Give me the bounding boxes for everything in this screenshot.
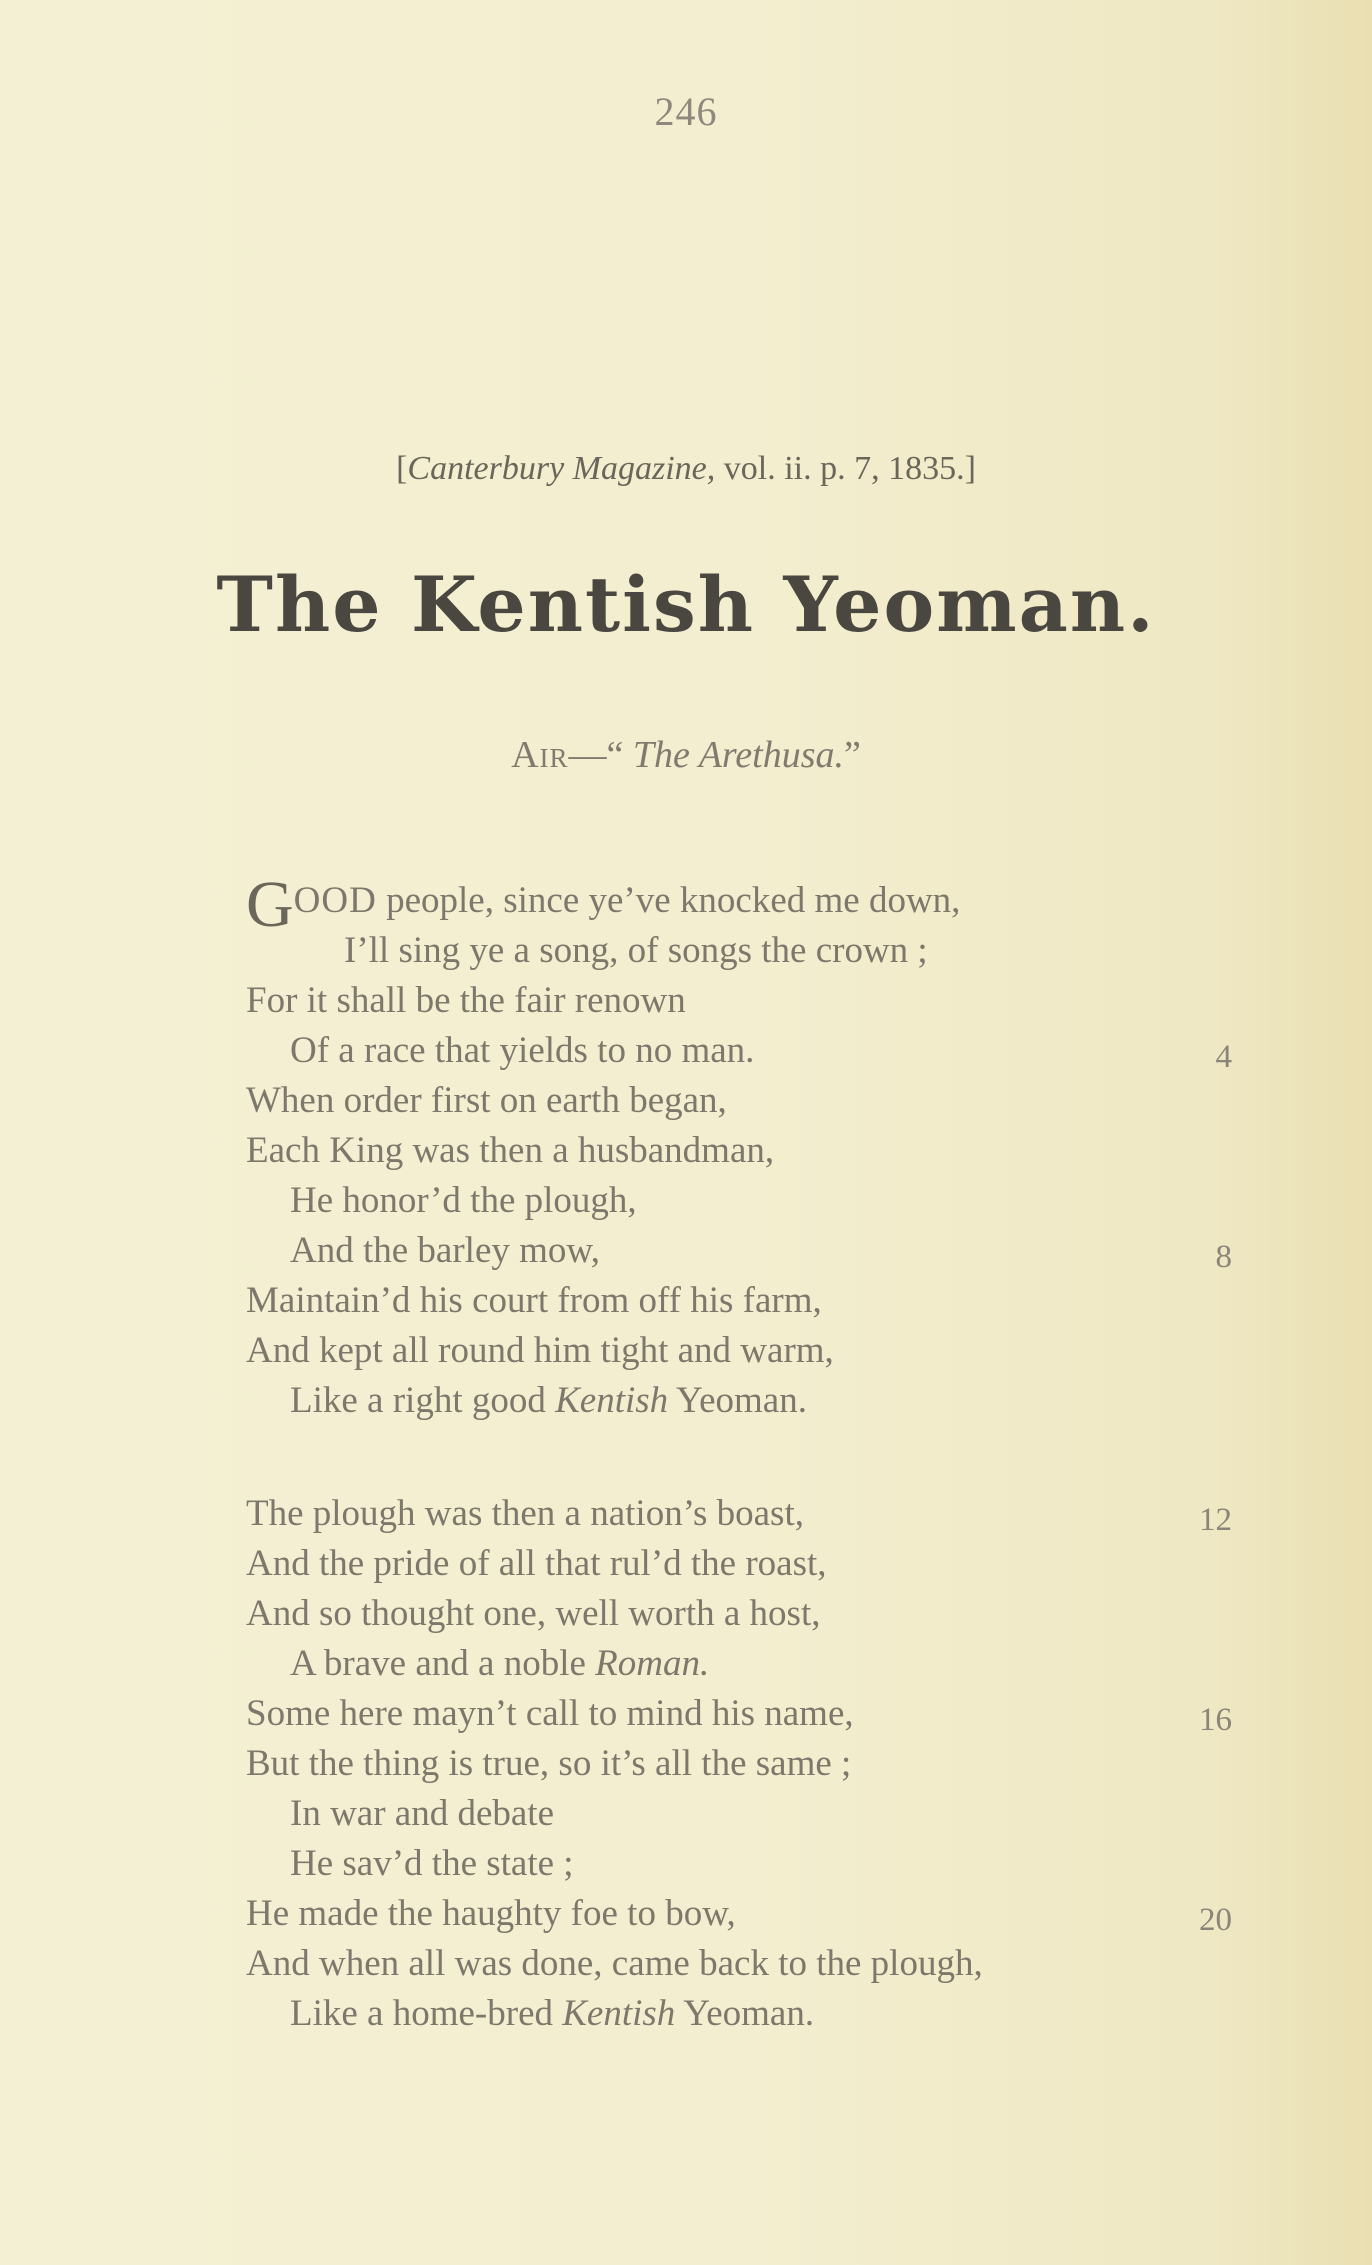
poem-line-4: Of a race that yields to no man. 4: [0, 1026, 1372, 1076]
air-dash: —“: [568, 734, 633, 776]
poem-line-11: Like a right good Kentish Yeoman.: [290, 1380, 807, 1421]
source-note-details: vol. ii. p. 7, 1835.]: [715, 450, 976, 487]
poem-line-18: In war and debate: [290, 1793, 555, 1834]
poem-line-15: A brave and a noble Roman.: [290, 1643, 710, 1684]
poem-line-21: And when all was done, came back to the plough,: [246, 1943, 983, 1984]
poem-title: The Kentish Yeoman.: [216, 560, 1156, 649]
poem-line-19: He sav’d the state ;: [290, 1843, 574, 1884]
poem-line-7: He honor’d the plough,: [290, 1180, 637, 1221]
line-number-8: 8: [1215, 1239, 1232, 1275]
line-number-16: 16: [1199, 1702, 1232, 1738]
line-1-rest: people, since ye’ve knocked me down,: [376, 880, 961, 921]
line-1-caps: OOD: [293, 880, 377, 921]
poem-line-12: The plough was then a nation’s boast, 12: [0, 1489, 1372, 1539]
poem-line-14: And so thought one, well worth a host,: [246, 1593, 821, 1634]
poem-line-9: Maintain’d his court from off his farm,: [246, 1280, 822, 1321]
poem-line-6: Each King was then a husbandman,: [246, 1130, 775, 1171]
poem-line-2: I’ll sing ye a song, of songs the crown ;: [344, 930, 928, 971]
air-label: Air: [511, 734, 569, 776]
line-number-12: 12: [1199, 1502, 1232, 1538]
poem-line-22: Like a home-bred Kentish Yeoman.: [290, 1993, 815, 2034]
air-close: ”: [844, 734, 861, 776]
source-note-journal: Canterbury Magazine,: [407, 450, 716, 487]
poem-line-16: Some here mayn’t call to mind his name, 16: [0, 1689, 1372, 1739]
source-note: [0, 450, 1372, 488]
poem-line-3: For it shall be the fair renown: [246, 980, 686, 1021]
page-number: 246: [654, 89, 718, 134]
poem-line-8: And the barley mow, 8: [0, 1226, 1372, 1276]
dropcap: G: [246, 868, 294, 941]
poem-line-10: And kept all round him tight and warm,: [246, 1330, 834, 1371]
poem-line-20: He made the haughty foe to bow, 20: [0, 1889, 1372, 1939]
poem-line-17: But the thing is true, so it’s all the same ;: [246, 1743, 852, 1784]
source-note-open: [: [396, 450, 408, 487]
poem-line-13: And the pride of all that rul’d the roast,: [246, 1543, 827, 1584]
air-tune: The Arethusa.: [632, 734, 845, 776]
line-number-20: 20: [1199, 1902, 1232, 1938]
air-line: [0, 733, 1372, 777]
poem-line-5: When order first on earth began,: [246, 1080, 727, 1121]
line-number-4: 4: [1215, 1039, 1232, 1075]
poem-line-1: [0, 868, 1372, 941]
